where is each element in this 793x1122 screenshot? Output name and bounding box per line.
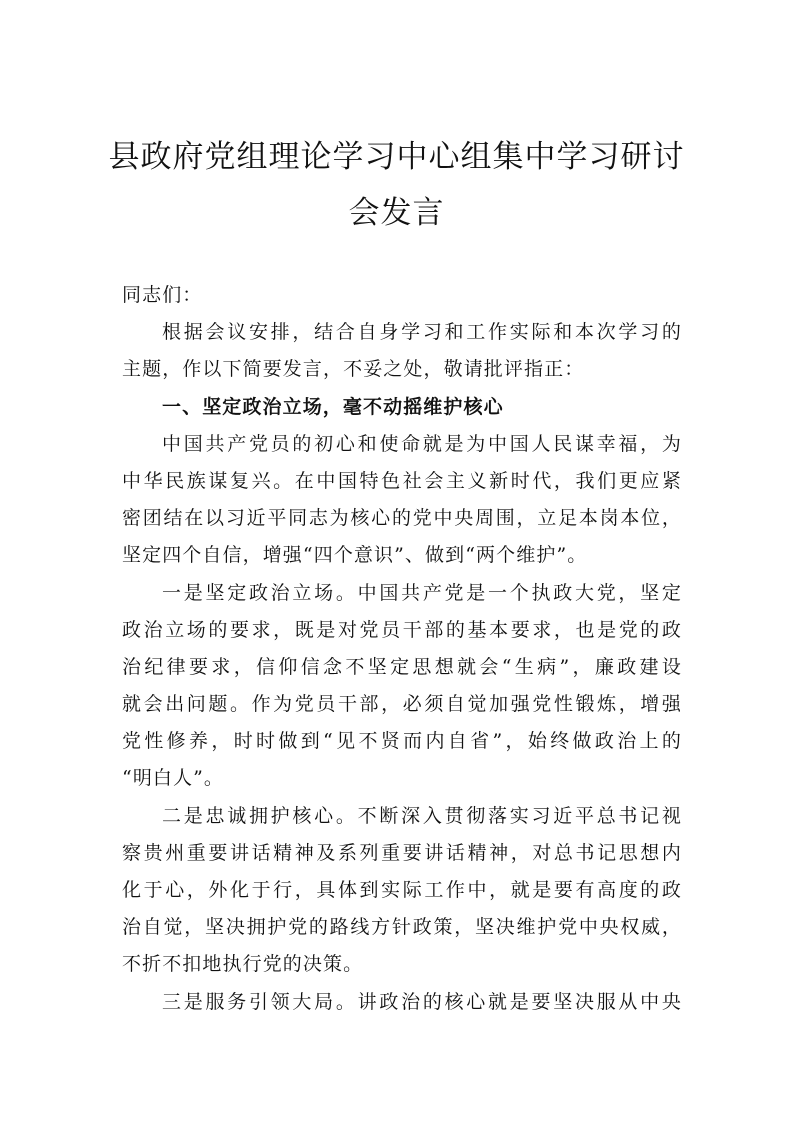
body-line: 中华民族谋复兴。在中国特色社会主义新时代，我们更应紧 [122,469,682,492]
body-line: 中国共产党员的初心和使命就是为中国人民谋幸福，为 [162,432,682,455]
body-line: 察贵州重要讲话精神及系列重要讲话精神，对总书记思想内 [122,841,682,864]
body-line: 一是坚定政治立场。中国共产党是一个执政大党，坚定 [162,581,682,604]
body-line: 党性修养，时时做到“见不贤而内自省”，始终做政治上的 [122,730,682,753]
document-body [122,277,682,1021]
body-line: “明白人”。 [122,767,225,790]
section-heading: 一、坚定政治立场，毫不动摇维护核心 [162,395,504,418]
body-line: 同志们： [122,284,203,306]
body-line: 治纪律要求，信仰信念不坚定思想就会“生病”，廉政建设 [122,655,682,678]
body-line: 就会出问题。作为党员干部，必须自觉加强党性锻炼，增强 [122,693,682,716]
body-line: 化于心，外化于行，具体到实际工作中，就是要有高度的政 [122,879,682,901]
body-line: 三是服务引领大局。讲政治的核心就是要坚决服从中央 [162,990,682,1013]
body-line: 治自觉，坚决拥护党的路线方针政策，坚决维护党中央权威， [122,916,682,939]
body-line: 二是忠诚拥护核心。不断深入贯彻落实习近平总书记视 [162,804,682,827]
body-line: 不折不扣地执行党的决策。 [122,953,364,976]
body-line: 坚定四个自信，增强“四个意识”、做到“两个维护”。 [122,544,588,567]
body-line: 政治立场的要求，既是对党员干部的基本要求，也是党的政 [122,618,682,641]
body-line: 密团结在以习近平同志为核心的党中央周围，立足本岗本位， [122,507,682,530]
body-line: 根据会议安排，结合自身学习和工作实际和本次学习的 [162,321,682,344]
document-title-line-2: 会发言 [348,195,445,231]
document-title-line-1: 县政府党组理论学习中心组集中学习研讨 [108,139,685,175]
body-line: 主题，作以下简要发言，不妥之处，敬请批评指正： [122,358,585,381]
